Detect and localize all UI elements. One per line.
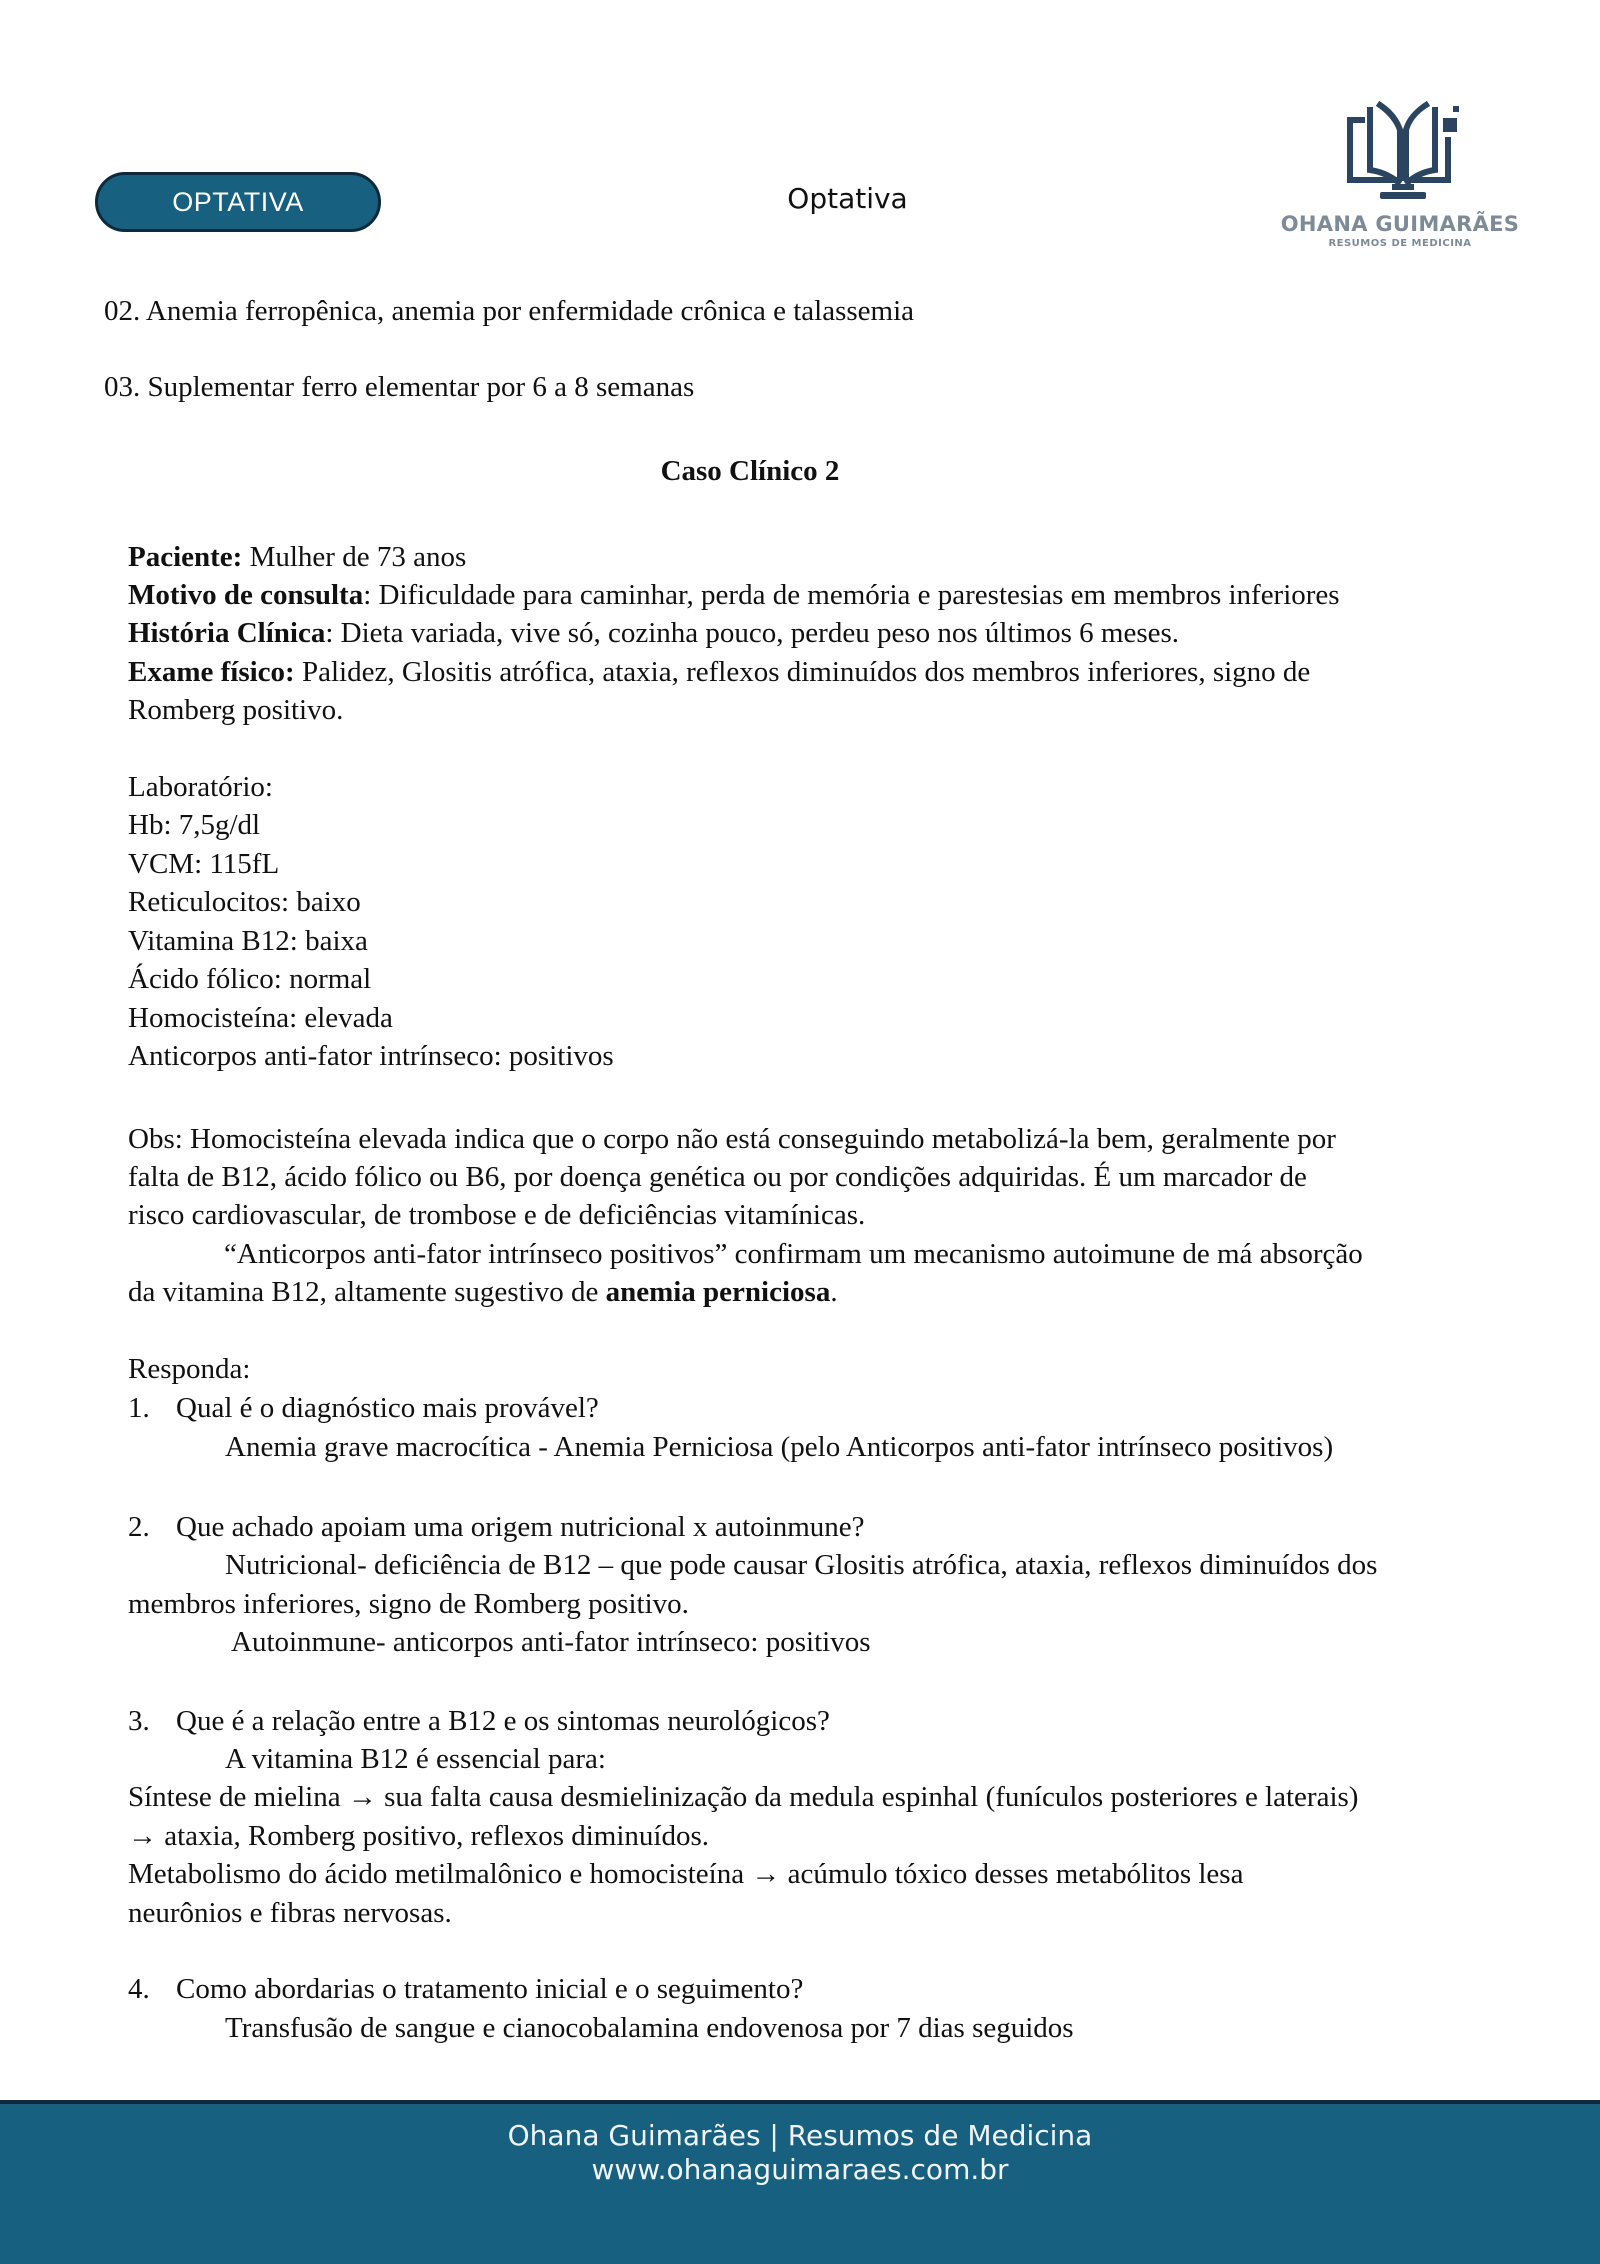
answer-line: Transfusão de sangue e cianocobalamina endovenosa por 7 dias seguidos	[225, 2012, 1074, 2044]
answer-line: Anemia grave macrocítica - Anemia Perniciosa (pelo Anticorpos anti-fator intrínseco positivos)	[225, 1431, 1334, 1463]
exam-label: Exame físico:	[128, 656, 295, 688]
open-book-monitor-icon	[1340, 100, 1470, 210]
obs-period: .	[830, 1276, 838, 1308]
question-text: Como abordarias o tratamento inicial e o seguimento?	[176, 1973, 804, 2005]
exam-value: Palidez, Glositis atrófica, ataxia, reflexos diminuídos dos membros inferiores, signo de	[294, 656, 1311, 688]
motive-line	[128, 576, 1340, 614]
obs-line: risco cardiovascular, de trombose e de deficiências vitamínicas.	[128, 1199, 866, 1231]
obs-conclusion-text: da vitamina B12, altamente sugestivo de	[128, 1276, 606, 1308]
lab-item: Anticorpos anti-fator intrínseco: positivos	[128, 1040, 614, 1072]
logo-name: OHANA GUIMARÃES	[1280, 212, 1520, 236]
question-number: 3.	[128, 1705, 150, 1737]
lab-item: Vitamina B12: baixa	[128, 925, 368, 957]
question-text: Que achado apoiam uma origem nutricional x autoinmune?	[176, 1511, 865, 1543]
answer-line: Nutricional- deficiência de B12 – que pode causar Glositis atrófica, ataxia, reflexos diminuídos dos	[225, 1549, 1378, 1581]
previous-answer-03: 03. Suplementar ferro elementar por 6 a 8 semanas	[104, 371, 695, 403]
history-line	[128, 614, 1179, 652]
answer-line: Autoinmune- anticorpos anti-fator intrínseco: positivos	[231, 1626, 871, 1658]
responda-title: Responda:	[128, 1353, 251, 1385]
answer-line: Síntese de mielina → sua falta causa desmielinização da medula espinhal (funículos posteriores e laterais)	[128, 1781, 1359, 1813]
previous-answer-02: 02. Anemia ferropênica, anemia por enfermidade crônica e talassemia	[104, 295, 915, 327]
answer-line: A vitamina B12 é essencial para:	[225, 1743, 606, 1775]
lab-item: Homocisteína: elevada	[128, 1002, 393, 1034]
question-number: 4.	[128, 1973, 150, 2005]
lab-item: Reticulocitos: baixo	[128, 886, 361, 918]
header-title: Optativa	[787, 182, 908, 215]
lab-item: Hb: 7,5g/dl	[128, 809, 261, 841]
category-badge: OPTATIVA	[95, 172, 381, 232]
exam-line-cont: Romberg positivo.	[128, 694, 344, 726]
question-text: Qual é o diagnóstico mais provável?	[176, 1392, 599, 1424]
exam-line	[128, 653, 1310, 691]
patient-line	[128, 538, 466, 576]
answer-line: Metabolismo do ácido metilmalônico e homocisteína → acúmulo tóxico desses metabólitos lesa	[128, 1858, 1244, 1890]
motive-value: : Dificuldade para caminhar, perda de memória e parestesias em membros inferiores	[363, 579, 1340, 611]
patient-label: Paciente:	[128, 541, 243, 573]
logo-subtitle: RESUMOS DE MEDICINA	[1328, 238, 1472, 249]
obs-line: falta de B12, ácido fólico ou B6, por doença genética ou por condições adquiridas. É um marcador de	[128, 1161, 1307, 1193]
page-footer	[0, 2100, 1600, 2264]
patient-value: Mulher de 73 anos	[242, 541, 467, 573]
page-header	[0, 0, 1600, 270]
case-title: Caso Clínico 2	[660, 455, 840, 487]
obs-line: Obs: Homocisteína elevada indica que o corpo não está conseguindo metabolizá-la bem, geralmente por	[128, 1123, 1336, 1155]
footer-website-link[interactable]: www.ohanaguimaraes.com.br	[591, 2153, 1009, 2186]
answer-line: membros inferiores, signo de Romberg positivo.	[128, 1588, 689, 1620]
brand-logo	[1280, 100, 1520, 260]
motive-label: Motivo de consulta	[128, 579, 364, 611]
obs-line: “Anticorpos anti-fator intrínseco positivos” confirmam um mecanismo autoimune de má absorção	[224, 1238, 1363, 1270]
history-value: : Dieta variada, vive só, cozinha pouco, perdeu peso nos últimos 6 meses.	[325, 617, 1180, 649]
history-label: História Clínica	[128, 617, 326, 649]
obs-highlight: anemia perniciosa	[605, 1276, 831, 1308]
answer-line: neurônios e fibras nervosas.	[128, 1897, 452, 1929]
lab-item: Ácido fólico: normal	[128, 963, 372, 995]
lab-title: Laboratório:	[128, 771, 273, 803]
lab-item: VCM: 115fL	[128, 848, 280, 880]
answer-line: → ataxia, Romberg positivo, reflexos diminuídos.	[128, 1820, 710, 1852]
question-text: Que é a relação entre a B12 e os sintomas neurológicos?	[176, 1705, 830, 1737]
question-number: 1.	[128, 1392, 150, 1424]
question-number: 2.	[128, 1511, 150, 1543]
footer-brand: Ohana Guimarães | Resumos de Medicina	[507, 2119, 1093, 2152]
obs-conclusion-line	[128, 1273, 838, 1311]
